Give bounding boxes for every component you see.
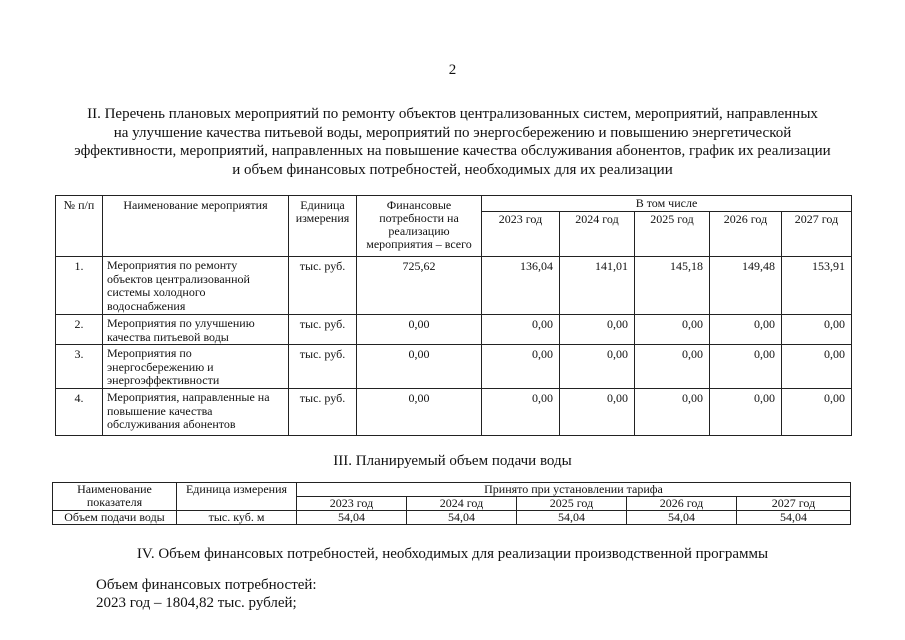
section-2-title-line: на улучшение качества питьевой воды, мероприятий по энергосбережению и повышению энергетической	[113, 124, 792, 141]
header-year: 2023 год	[482, 212, 560, 257]
paragraph-line: 2023 год – 1804,82 тыс. рублей;	[96, 595, 297, 611]
row-unit: тыс. руб.	[289, 257, 357, 315]
row-year-value: 0,00	[635, 345, 710, 389]
header-year: 2026 год	[627, 497, 737, 511]
table-row	[56, 315, 852, 345]
row-unit: тыс. руб.	[289, 315, 357, 345]
row-name: Мероприятия по ремонту объектов централизованной системы холодного водоснабжения	[103, 257, 289, 315]
row-year-value: 0,00	[782, 345, 852, 389]
row-unit: тыс. руб.	[289, 345, 357, 389]
section-2-title-line: II. Перечень плановых мероприятий по ремонту объектов централизованных систем, мероприятий, направленных	[87, 106, 818, 122]
row-unit: тыс. куб. м	[177, 511, 297, 525]
header-including: В том числе	[482, 196, 852, 212]
table-row	[56, 257, 852, 315]
section-4-title: IV. Объем финансовых потребностей, необходимых для реализации производственной программы	[136, 546, 769, 562]
row-unit: тыс. руб.	[289, 389, 357, 436]
row-year-value: 149,48	[710, 257, 782, 315]
row-year-value: 0,00	[710, 315, 782, 345]
header-year: 2025 год	[517, 497, 627, 511]
section-2-title	[60, 105, 845, 179]
row-total: 0,00	[357, 389, 482, 436]
row-year-value: 0,00	[482, 315, 560, 345]
row-total: 0,00	[357, 345, 482, 389]
section-3-title: III. Планируемый объем подачи воды	[333, 453, 572, 469]
activities-table	[55, 195, 852, 436]
row-total: 725,62	[357, 257, 482, 315]
row-year-value: 0,00	[782, 315, 852, 345]
row-year-value: 0,00	[635, 389, 710, 436]
header-year: 2025 год	[635, 212, 710, 257]
section-2-title-line: и объем финансовых потребностей, необходимых для их реализации	[232, 161, 673, 178]
row-total: 0,00	[357, 315, 482, 345]
header-year: 2024 год	[407, 497, 517, 511]
header-accepted: Принято при установлении тарифа	[297, 483, 851, 497]
header-year: 2023 год	[297, 497, 407, 511]
row-year-value: 153,91	[782, 257, 852, 315]
header-indicator: Наименование показателя	[53, 483, 177, 511]
row-year-value: 0,00	[560, 315, 635, 345]
header-unit: Единица измерения	[177, 483, 297, 511]
header-num: № п/п	[56, 196, 103, 257]
finance-paragraph	[96, 576, 317, 612]
table-row	[53, 511, 851, 525]
row-num: 1.	[56, 257, 103, 315]
table-row	[56, 345, 852, 389]
row-num: 4.	[56, 389, 103, 436]
row-year-value: 141,01	[560, 257, 635, 315]
row-value: 54,04	[627, 511, 737, 525]
row-value: 54,04	[297, 511, 407, 525]
header-year: 2027 год	[782, 212, 852, 257]
row-year-value: 145,18	[635, 257, 710, 315]
header-unit: Единица измерения	[289, 196, 357, 257]
row-value: 54,04	[517, 511, 627, 525]
table-row	[56, 389, 852, 436]
header-year: 2027 год	[737, 497, 851, 511]
row-year-value: 0,00	[560, 389, 635, 436]
row-year-value: 0,00	[560, 345, 635, 389]
row-name: Мероприятия по энергосбережению и энергоэффективности	[103, 345, 289, 389]
header-finance-total: Финансовые потребности на реализацию мероприятия – всего	[357, 196, 482, 257]
row-name: Объем подачи воды	[53, 511, 177, 525]
row-num: 2.	[56, 315, 103, 345]
row-name: Мероприятия по улучшению качества питьевой воды	[103, 315, 289, 345]
row-value: 54,04	[737, 511, 851, 525]
page-number: 2	[448, 62, 457, 78]
row-year-value: 0,00	[710, 389, 782, 436]
row-name: Мероприятия, направленные на повышение качества обслуживания абонентов	[103, 389, 289, 436]
header-name: Наименование мероприятия	[103, 196, 289, 257]
header-year: 2024 год	[560, 212, 635, 257]
row-value: 54,04	[407, 511, 517, 525]
row-year-value: 0,00	[482, 389, 560, 436]
row-year-value: 0,00	[482, 345, 560, 389]
row-year-value: 0,00	[710, 345, 782, 389]
row-year-value: 0,00	[635, 315, 710, 345]
row-year-value: 0,00	[782, 389, 852, 436]
row-year-value: 136,04	[482, 257, 560, 315]
section-2-title-line: эффективности, мероприятий, направленных на повышение качества обслуживания абонентов, график их реализации	[74, 143, 831, 159]
water-supply-table	[52, 482, 851, 525]
row-num: 3.	[56, 345, 103, 389]
paragraph-line: Объем финансовых потребностей:	[96, 577, 317, 593]
header-year: 2026 год	[710, 212, 782, 257]
